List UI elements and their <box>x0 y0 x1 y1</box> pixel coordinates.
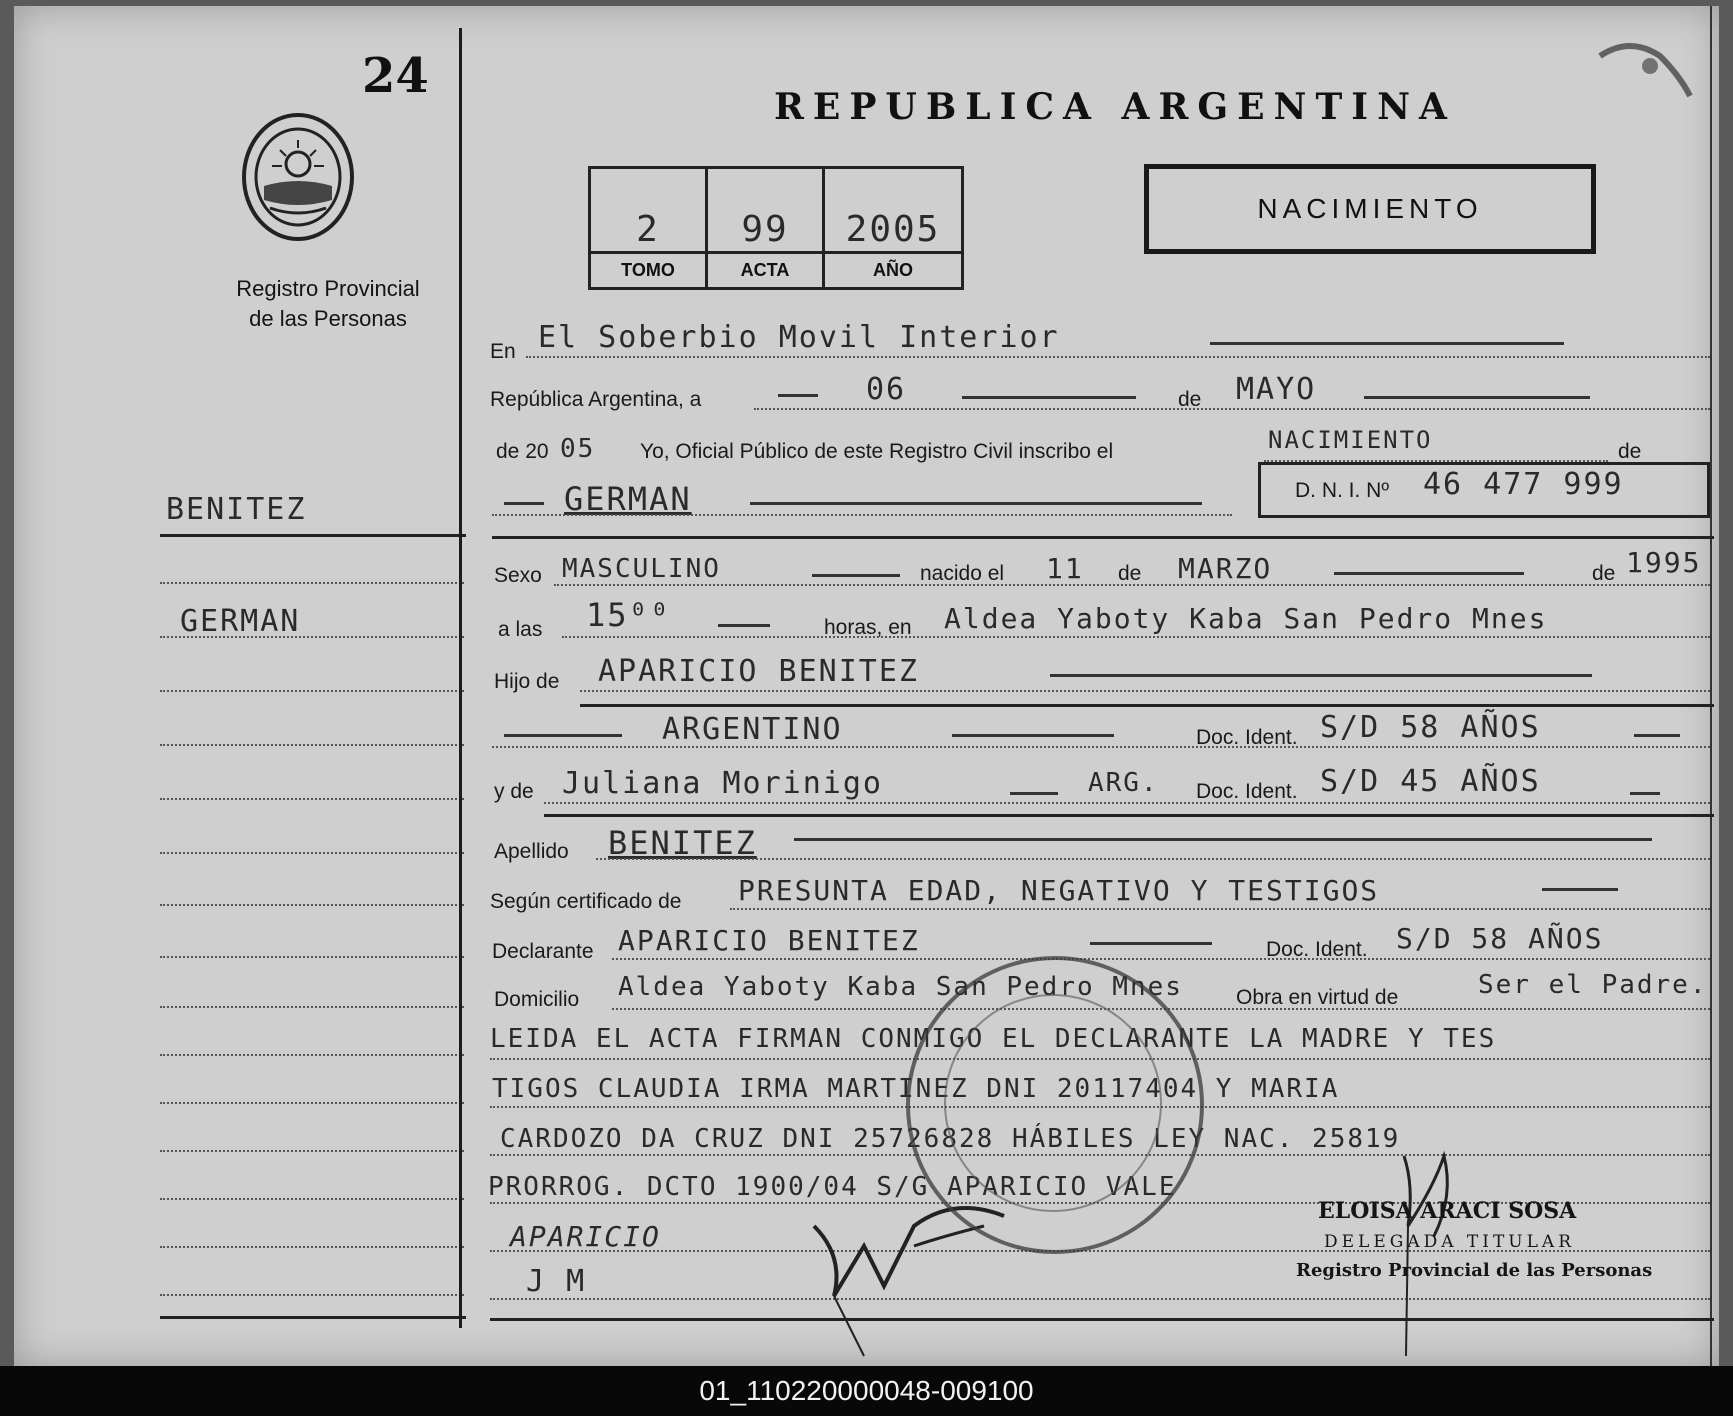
label-yo-oficial: Yo, Oficial Público de este Registro Civil inscribo el <box>640 440 1114 463</box>
dni-box <box>1258 462 1710 518</box>
domicilio-value: Aldea Yaboty Kaba San Pedro Mnes <box>618 972 1183 1002</box>
label-de-nac: de <box>1118 562 1142 585</box>
delegate-office: Registro Provincial de las Personas <box>1296 1260 1653 1281</box>
sexo-value: MASCULINO <box>562 554 721 584</box>
ink-smudge-icon <box>1590 26 1700 106</box>
dia-value: 06 <box>866 372 907 407</box>
label-obra: Obra en virtud de <box>1236 986 1399 1009</box>
label-y-de: y de <box>494 780 534 803</box>
label-doc-ident-padre: Doc. Ident. <box>1196 726 1298 749</box>
note-line-1: LEIDA EL ACTA FIRMAN CONMIGO EL DECLARANTE LA MADRE Y TES <box>490 1024 1497 1054</box>
acta-value: 99 <box>741 209 789 250</box>
margin-surname: BENITEZ <box>166 492 307 527</box>
label-de-inscribe: de <box>1618 440 1642 463</box>
label-segun-cert: Según certificado de <box>490 890 682 913</box>
hora-value: 15⁰⁰ <box>586 596 672 634</box>
registry-stamp-inner <box>944 994 1162 1212</box>
delegate-name: ELOISA ARACI SOSA <box>1318 1198 1577 1224</box>
acta-label: ACTA <box>708 251 822 281</box>
declarante-doc-value: S/D 58 AÑOS <box>1396 922 1604 955</box>
padre-nac-value: ARGENTINO <box>662 712 843 747</box>
signature-declarante: APARICIO <box>510 1220 661 1253</box>
anio-suffix-value: 05 <box>560 434 596 464</box>
label-republica: República Argentina, a <box>490 388 702 411</box>
label-hijo-de: Hijo de <box>494 670 560 693</box>
registry-name: Registro Provincial de las Personas <box>236 276 420 331</box>
province-seal-icon <box>240 110 356 244</box>
label-de-mes: de <box>1178 388 1202 411</box>
note-line-3: CARDOZO DA CRUZ DNI 25726828 HÁBILES LEY NAC. 25819 <box>500 1124 1401 1154</box>
tomo-label: TOMO <box>591 251 705 281</box>
delegate-role: DELEGADA TITULAR <box>1324 1232 1575 1252</box>
anio-value: 2005 <box>845 209 941 250</box>
certificado-value: PRESUNTA EDAD, NEGATIVO Y TESTIGOS <box>738 874 1380 907</box>
label-apellido: Apellido <box>494 840 569 863</box>
label-nacido-el: nacido el <box>920 562 1005 585</box>
birth-certificate-page <box>14 6 1719 1366</box>
label-sexo: Sexo <box>494 564 542 587</box>
scan-id-footer: 01_110220000048-009100 <box>0 1366 1733 1416</box>
label-dni: D. N. I. Nº <box>1295 479 1390 502</box>
label-de-anio-nac: de <box>1592 562 1616 585</box>
label-declarante: Declarante <box>492 940 594 963</box>
page-edge <box>1710 6 1712 1366</box>
mes-value: MAYO <box>1236 372 1317 407</box>
lugar-nac-value: Aldea Yaboty Kaba San Pedro Mnes <box>944 602 1548 635</box>
nac-anio-value: 1995 <box>1626 546 1702 579</box>
country-title: REPUBLICA ARGENTINA <box>774 86 1456 128</box>
label-domicilio: Domicilio <box>494 988 580 1011</box>
column-divider <box>459 28 462 1328</box>
nac-mes-value: MARZO <box>1178 552 1273 585</box>
label-year-prefix: de 20 <box>496 440 549 463</box>
madre-doc-value: S/D 45 AÑOS <box>1320 764 1541 799</box>
obra-value: Ser el Padre. <box>1478 970 1708 1000</box>
label-en: En <box>490 340 516 363</box>
inscribe-value: NACIMIENTO <box>1268 426 1433 454</box>
label-horas-en: horas, en <box>824 616 912 639</box>
signature-initials: J M <box>526 1264 587 1299</box>
tomo-value: 2 <box>636 209 660 250</box>
padre-doc-value: S/D 58 AÑOS <box>1320 710 1541 745</box>
note-line-4: PRORROG. DCTO 1900/04 S/G APARICIO VALE <box>488 1172 1177 1202</box>
note-line-2: TIGOS CLAUDIA IRMA MARTINEZ DNI 20117404 Y MARIA <box>492 1074 1340 1104</box>
madre-nac-value: ARG. <box>1088 768 1159 798</box>
lugar-value: El Soberbio Movil Interior <box>538 320 1060 355</box>
folio-number: 24 <box>362 48 429 104</box>
dni-value: 46 477 999 <box>1423 467 1624 502</box>
margin-rule <box>160 534 466 537</box>
record-box <box>588 166 964 290</box>
anio-label: AÑO <box>825 251 961 281</box>
declarante-value: APARICIO BENITEZ <box>618 924 920 957</box>
label-a-las: a las <box>498 618 543 641</box>
margin-given-name: GERMAN <box>180 604 301 639</box>
nombre-value: GERMAN <box>564 480 692 518</box>
act-type-box: NACIMIENTO <box>1144 164 1596 254</box>
madre-value: Juliana Morinigo <box>562 766 883 801</box>
label-doc-ident-madre: Doc. Ident. <box>1196 780 1298 803</box>
apellido-value: BENITEZ <box>608 824 757 862</box>
padre-value: APARICIO BENITEZ <box>598 654 919 689</box>
nac-dia-value: 11 <box>1046 552 1084 585</box>
label-doc-ident-declarante: Doc. Ident. <box>1266 938 1368 961</box>
